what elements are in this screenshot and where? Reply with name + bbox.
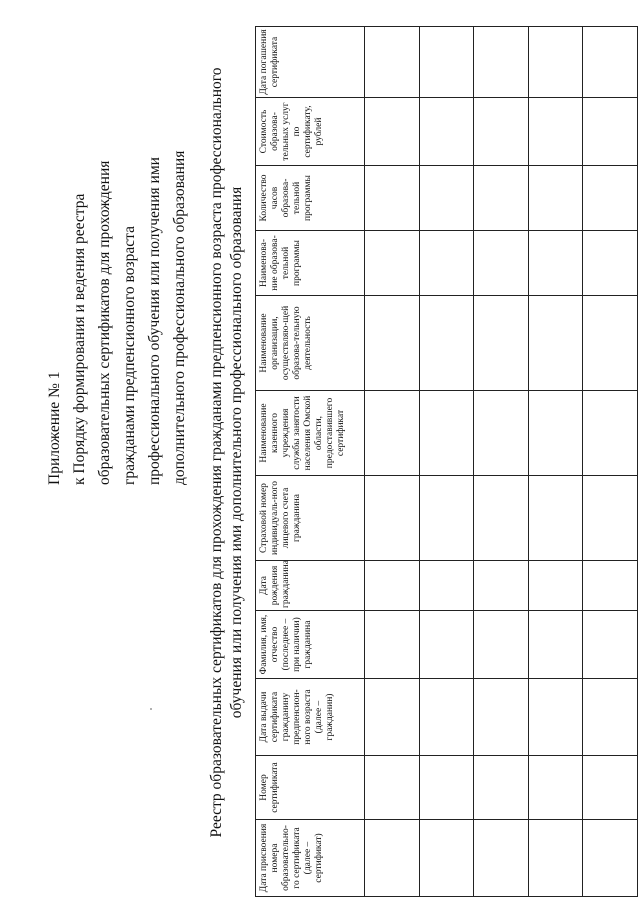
table-cell: [474, 611, 529, 679]
header-cert-number: Номер сертификата: [256, 756, 365, 820]
appendix-line: гражданами предпенсионного возраста: [121, 226, 138, 485]
appendix-line: Приложение № 1: [46, 371, 63, 485]
table-cell: [365, 476, 420, 561]
header-cert-number-date: Дата присвоения номера образовательно-го сертификата (далее – сертификат): [256, 820, 365, 897]
table-cell: [583, 27, 638, 98]
table-cell: [365, 231, 420, 296]
table-cell: [583, 820, 638, 897]
table-cell: [528, 98, 583, 166]
header-full-name: Фамилия, имя, отчество (последнее – при наличии) гражданина: [256, 611, 365, 679]
table-cell: [528, 679, 583, 756]
table-cell: [419, 231, 474, 296]
appendix-line: образовательных сертификатов для прохождения: [96, 160, 113, 485]
table-cell: [365, 679, 420, 756]
table-cell: [365, 756, 420, 820]
appendix-line: к Порядку формирования и ведения реестра: [71, 193, 88, 485]
table-cell: [474, 476, 529, 561]
table-cell: [474, 561, 529, 611]
table-cell: [474, 679, 529, 756]
table-cell: [419, 611, 474, 679]
table-cell: [419, 820, 474, 897]
table-cell: [474, 756, 529, 820]
table-cell: [583, 296, 638, 391]
table-cell: [528, 391, 583, 476]
table-cell: [583, 166, 638, 231]
table-cell: [419, 166, 474, 231]
table-cell: [419, 476, 474, 561]
appendix-note: [42, 15, 192, 485]
table-row: [365, 27, 420, 897]
header-issue-date: Дата выдачи сертификата гражданину предпенсион-ного возраста (далее – гражданин): [256, 679, 365, 756]
table-cell: [474, 391, 529, 476]
table-row: [528, 27, 583, 897]
table-cell: [528, 27, 583, 98]
table-cell: [528, 611, 583, 679]
header-program-hours: Количество часов образова-тельной программы: [256, 166, 365, 231]
table-cell: [419, 679, 474, 756]
table-cell: [583, 611, 638, 679]
table-cell: [365, 391, 420, 476]
table-row: [419, 27, 474, 897]
table-cell: [365, 27, 420, 98]
table-cell: [419, 98, 474, 166]
header-employment-agency: Наименование казенного учреждения службы занятости населения Омской области, предоставившего сертификат: [256, 391, 365, 476]
table-cell: [583, 756, 638, 820]
appendix-line: профессионального обучения или получения ими: [146, 157, 163, 485]
table-cell: [474, 27, 529, 98]
appendix-line: дополнительного профессионального образования: [171, 150, 188, 485]
table-cell: [528, 476, 583, 561]
table-cell: [365, 166, 420, 231]
registry-title: [207, 0, 247, 905]
scan-speck: [150, 708, 152, 710]
table-cell: [365, 561, 420, 611]
table-cell: [474, 820, 529, 897]
table-cell: [474, 166, 529, 231]
header-education-org: Наименование организации, осуществляю-щей образова-тельную деятельность: [256, 296, 365, 391]
table-cell: [528, 166, 583, 231]
header-birth-date: Дата рождения гражданина: [256, 561, 365, 611]
table-cell: [474, 98, 529, 166]
header-snils: Страховой номер индивидуаль-ного лицевого счета гражданина: [256, 476, 365, 561]
table-cell: [583, 561, 638, 611]
table-cell: [419, 296, 474, 391]
table-cell: [528, 756, 583, 820]
table-cell: [419, 561, 474, 611]
registry-table: [255, 26, 638, 897]
registry-title-line: обучения или получения ими дополнительного профессионального образования: [228, 186, 245, 719]
table-cell: [474, 296, 529, 391]
table-header-row: [256, 27, 365, 897]
header-redemption-date: Дата погашения сертификата: [256, 27, 365, 98]
table-cell: [419, 756, 474, 820]
header-cost: Стоимость образова-тельных услуг по сертификату, рублей: [256, 98, 365, 166]
header-program-name: Наименова-ние образова-тельной программы: [256, 231, 365, 296]
table-cell: [583, 476, 638, 561]
table-cell: [419, 391, 474, 476]
table-cell: [583, 231, 638, 296]
table-cell: [583, 98, 638, 166]
registry-title-line: Реестр образовательных сертификатов для прохождения гражданами предпенсионного возраста профессионального: [208, 67, 225, 838]
table-cell: [365, 98, 420, 166]
table-cell: [528, 820, 583, 897]
table-cell: [528, 231, 583, 296]
table-row: [474, 27, 529, 897]
table-cell: [528, 296, 583, 391]
table-cell: [583, 391, 638, 476]
table-cell: [528, 561, 583, 611]
table-cell: [365, 820, 420, 897]
table-cell: [365, 296, 420, 391]
table-cell: [583, 679, 638, 756]
table-cell: [474, 231, 529, 296]
table-cell: [365, 611, 420, 679]
table-row: [583, 27, 638, 897]
table-cell: [419, 27, 474, 98]
table-body: [365, 27, 638, 897]
